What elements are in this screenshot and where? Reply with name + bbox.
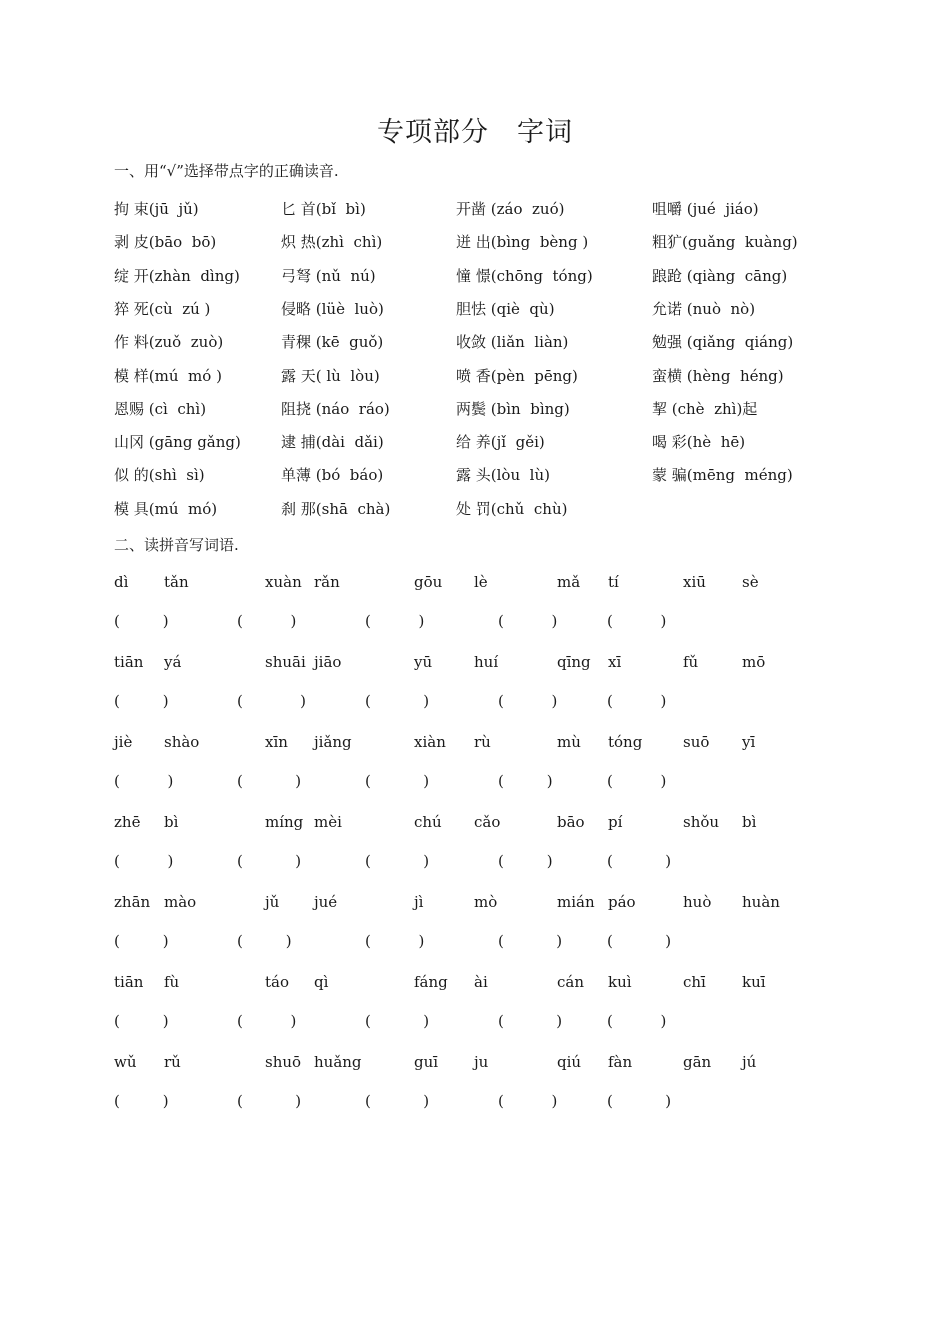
pinyin-syllable: tí <box>608 573 619 591</box>
pronunciation-item: 给 养(jǐ gěi) <box>456 433 545 452</box>
answer-blank[interactable]: ( ) <box>365 1092 430 1110</box>
answer-blank[interactable]: ( ) <box>498 692 558 710</box>
pinyin-syllable: fù <box>164 973 180 991</box>
answer-row <box>0 932 950 956</box>
pinyin-syllable: xīn <box>265 733 288 751</box>
pronunciation-item: 恩赐 (cì chì) <box>114 399 207 418</box>
pinyin-row <box>0 1053 950 1077</box>
answer-blank[interactable]: ( ) <box>237 612 297 630</box>
answer-blank[interactable]: ( ) <box>607 932 672 950</box>
pinyin-syllable: jué <box>314 893 338 911</box>
pinyin-syllable: xiàn <box>414 733 446 751</box>
answer-blank[interactable]: ( ) <box>114 692 169 710</box>
pinyin-syllable: mèi <box>314 813 342 831</box>
section-2-heading: 二、读拼音写词语. <box>114 536 239 554</box>
pronunciation-item: 阻挠 (náo ráo) <box>281 399 390 418</box>
pinyin-syllable: jú <box>742 1053 757 1071</box>
pinyin-syllable: dì <box>114 573 129 591</box>
answer-blank[interactable]: ( ) <box>237 852 302 870</box>
pronunciation-item: 模 具(mú mó) <box>114 499 218 518</box>
pinyin-syllable: gōu <box>414 573 443 591</box>
answer-blank[interactable]: ( ) <box>114 1012 169 1030</box>
pinyin-syllable: chú <box>414 813 442 831</box>
pinyin-syllable: xī <box>608 653 622 671</box>
pinyin-syllable: guī <box>414 1053 439 1071</box>
pronunciation-item: 猝 死(cù zú ) <box>114 299 211 318</box>
pronunciation-item: 山冈 (gāng gǎng) <box>114 433 241 452</box>
pronunciation-item: 咀嚼 (jué jiáo) <box>652 200 759 218</box>
answer-blank[interactable]: ( ) <box>114 772 174 790</box>
answer-blank[interactable]: ( ) <box>498 612 558 630</box>
pinyin-syllable: huí <box>474 653 499 671</box>
pronunciation-row <box>0 431 950 455</box>
pinyin-syllable: zhē <box>114 813 141 831</box>
answer-blank[interactable]: ( ) <box>498 1092 558 1110</box>
pronunciation-item: 挈 (chè zhì)起 <box>652 399 758 418</box>
answer-blank[interactable]: ( ) <box>114 932 169 950</box>
pinyin-syllable: rù <box>474 733 491 751</box>
answer-blank[interactable]: ( ) <box>365 852 430 870</box>
pinyin-syllable: mù <box>557 733 581 751</box>
pronunciation-item: 弓弩 (nǔ nú) <box>281 266 376 285</box>
answer-blank[interactable]: ( ) <box>114 612 169 630</box>
answer-blank[interactable]: ( ) <box>114 1092 169 1110</box>
pronunciation-item: 允诺 (nuò nò) <box>652 299 756 318</box>
pronunciation-item: 露 天( lù lòu) <box>281 366 380 385</box>
pronunciation-item: 单薄 (bó báo) <box>281 466 384 485</box>
pinyin-syllable: ju <box>474 1053 489 1071</box>
pronunciation-item: 剥 皮(bāo bō) <box>114 233 217 252</box>
pinyin-syllable: shào <box>164 733 200 751</box>
pronunciation-item: 迸 出(bìng bèng ) <box>456 233 589 252</box>
pronunciation-item: 炽 热(zhì chì) <box>281 233 383 252</box>
answer-blank[interactable]: ( ) <box>498 1012 563 1030</box>
answer-row <box>0 612 950 636</box>
pinyin-syllable: sè <box>742 573 759 591</box>
pinyin-syllable: mō <box>742 653 766 671</box>
pinyin-syllable: lè <box>474 573 488 591</box>
answer-blank[interactable]: ( ) <box>607 772 667 790</box>
answer-blank[interactable]: ( ) <box>114 852 174 870</box>
answer-blank[interactable]: ( ) <box>498 852 553 870</box>
answer-blank[interactable]: ( ) <box>607 692 667 710</box>
pinyin-syllable: yū <box>414 653 433 671</box>
pronunciation-item: 匕 首(bǐ bì) <box>281 200 366 218</box>
pinyin-syllable: zhān <box>114 893 151 911</box>
answer-blank[interactable]: ( ) <box>365 932 425 950</box>
pronunciation-row <box>0 398 950 422</box>
pronunciation-item: 作 料(zuǒ zuò) <box>114 333 224 352</box>
pinyin-syllable: mǎ <box>557 573 581 591</box>
pinyin-syllable: yá <box>164 653 182 671</box>
pronunciation-item: 粗犷(guǎng kuàng) <box>652 233 798 252</box>
pronunciation-item: 开凿 (záo zuó) <box>456 200 565 218</box>
pinyin-row <box>0 733 950 757</box>
pinyin-syllable: suō <box>683 733 710 751</box>
pinyin-row <box>0 973 950 997</box>
pronunciation-item: 逮 捕(dài dǎi) <box>281 433 384 452</box>
answer-blank[interactable]: ( ) <box>365 1012 430 1030</box>
pronunciation-item: 蛮横 (hèng héng) <box>652 366 784 385</box>
pinyin-syllable: kuī <box>742 973 766 991</box>
pinyin-syllable: shǒu <box>683 813 720 831</box>
pinyin-syllable: jiè <box>114 733 133 751</box>
answer-blank[interactable]: ( ) <box>237 1012 297 1030</box>
pronunciation-item: 收敛 (liǎn liàn) <box>456 333 569 352</box>
pronunciation-item: 胆怯 (qiè qù) <box>456 299 555 318</box>
pinyin-syllable: tiān <box>114 973 144 991</box>
pinyin-syllable: pí <box>608 813 623 831</box>
pinyin-syllable: huǎng <box>314 1053 362 1071</box>
answer-blank[interactable]: ( ) <box>237 692 306 710</box>
answer-blank[interactable]: ( ) <box>498 772 553 790</box>
pinyin-syllable: qiú <box>557 1053 582 1071</box>
answer-blank[interactable]: ( ) <box>365 612 425 630</box>
pinyin-syllable: cán <box>557 973 585 991</box>
pronunciation-item: 刹 那(shā chà) <box>281 499 391 518</box>
pinyin-syllable: huàn <box>742 893 780 911</box>
pronunciation-row <box>0 331 950 355</box>
pinyin-syllable: jiāo <box>314 653 342 671</box>
pinyin-row <box>0 893 950 917</box>
pronunciation-item: 青稞 (kē guǒ) <box>281 333 384 352</box>
pronunciation-row <box>0 365 950 389</box>
pinyin-syllable: rǔ <box>164 1053 181 1071</box>
pronunciation-item: 绽 开(zhàn dìng) <box>114 266 240 285</box>
pinyin-row <box>0 573 950 597</box>
answer-blank[interactable]: ( ) <box>607 1092 672 1110</box>
answer-blank[interactable]: ( ) <box>237 1092 302 1110</box>
pinyin-syllable: páo <box>608 893 636 911</box>
page-title: 专项部分 字词 <box>377 117 573 148</box>
answer-blank[interactable]: ( ) <box>365 692 430 710</box>
pinyin-syllable: huò <box>683 893 712 911</box>
pronunciation-item: 憧 憬(chōng tóng) <box>456 266 593 285</box>
pinyin-syllable: ài <box>474 973 488 991</box>
answer-blank[interactable]: ( ) <box>365 772 430 790</box>
pronunciation-item: 喷 香(pèn pēng) <box>456 366 578 385</box>
pronunciation-item: 喝 彩(hè hē) <box>652 433 746 452</box>
answer-row <box>0 1012 950 1036</box>
answer-blank[interactable]: ( ) <box>237 932 292 950</box>
pinyin-syllable: cǎo <box>474 813 501 831</box>
pinyin-syllable: bì <box>164 813 179 831</box>
pinyin-row <box>0 653 950 677</box>
pinyin-syllable: fǔ <box>683 653 699 671</box>
answer-blank[interactable]: ( ) <box>607 1012 667 1030</box>
pinyin-syllable: fàn <box>608 1053 633 1071</box>
pinyin-syllable: qì <box>314 973 329 991</box>
pronunciation-item: 侵略 (lüè luò) <box>281 299 384 318</box>
pinyin-syllable: mào <box>164 893 197 911</box>
pronunciation-item: 处 罚(chǔ chù) <box>456 499 568 518</box>
pinyin-syllable: fáng <box>414 973 448 991</box>
answer-blank[interactable]: ( ) <box>237 772 302 790</box>
pinyin-syllable: jǔ <box>265 893 280 911</box>
pinyin-syllable: míng <box>265 813 304 831</box>
pinyin-syllable: rǎn <box>314 573 340 591</box>
pinyin-syllable: gān <box>683 1053 712 1071</box>
section-1-heading: 一、用“√”选择带点字的正确读音. <box>114 162 339 180</box>
pronunciation-item: 两鬓 (bìn bìng) <box>456 399 570 418</box>
pinyin-syllable: tóng <box>608 733 643 751</box>
pinyin-syllable: bāo <box>557 813 585 831</box>
pinyin-syllable: mò <box>474 893 498 911</box>
pronunciation-row <box>0 198 950 222</box>
pronunciation-row <box>0 498 950 522</box>
pinyin-row <box>0 813 950 837</box>
pronunciation-row <box>0 231 950 255</box>
answer-blank[interactable]: ( ) <box>607 612 667 630</box>
pinyin-syllable: shuō <box>265 1053 302 1071</box>
pinyin-syllable: wǔ <box>114 1053 137 1071</box>
pronunciation-item: 似 的(shì sì) <box>114 466 205 485</box>
pronunciation-row <box>0 298 950 322</box>
pronunciation-item: 蒙 骗(mēng méng) <box>652 466 793 485</box>
pinyin-syllable: tǎn <box>164 573 189 591</box>
pinyin-syllable: chī <box>683 973 706 991</box>
pronunciation-item: 露 头(lòu lù) <box>456 466 550 485</box>
pinyin-syllable: xiū <box>683 573 706 591</box>
pronunciation-item: 拘 束(jū jǔ) <box>114 200 199 218</box>
pronunciation-item: 模 样(mú mó ) <box>114 366 222 385</box>
pinyin-syllable: qīng <box>557 653 591 671</box>
pronunciation-row <box>0 265 950 289</box>
pinyin-syllable: jiǎng <box>314 733 352 751</box>
pinyin-syllable: tiān <box>114 653 144 671</box>
pinyin-syllable: xuàn <box>265 573 302 591</box>
pinyin-syllable: jì <box>414 893 424 911</box>
answer-row <box>0 772 950 796</box>
pinyin-syllable: kuì <box>608 973 632 991</box>
pronunciation-row <box>0 464 950 488</box>
answer-row <box>0 852 950 876</box>
pinyin-syllable: bì <box>742 813 757 831</box>
pinyin-syllable: shuāi <box>265 653 306 671</box>
pronunciation-item: 勉强 (qiǎng qiáng) <box>652 333 794 352</box>
pinyin-syllable: yī <box>742 733 756 751</box>
pronunciation-item: 踉跄 (qiàng cāng) <box>652 266 788 285</box>
answer-row <box>0 692 950 716</box>
answer-blank[interactable]: ( ) <box>607 852 672 870</box>
answer-row <box>0 1092 950 1116</box>
pinyin-syllable: mián <box>557 893 595 911</box>
answer-blank[interactable]: ( ) <box>498 932 563 950</box>
pinyin-syllable: táo <box>265 973 290 991</box>
